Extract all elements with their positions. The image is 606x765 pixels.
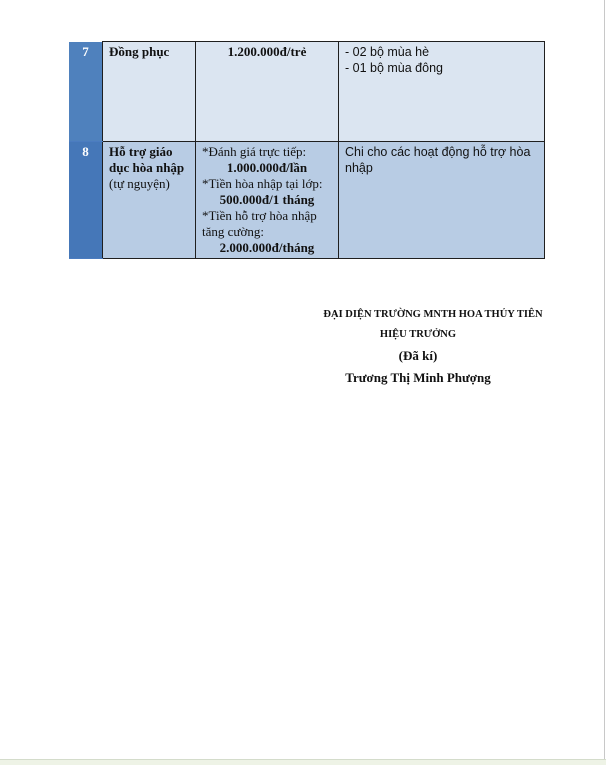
signatory-name: Trương Thị Minh Phượng — [345, 370, 491, 385]
page-bottom-strip — [0, 759, 606, 765]
note-line: - 01 bộ mùa đông — [345, 61, 443, 75]
amount-label: *Đánh giá trực tiếp: — [202, 144, 307, 159]
note-line: - 02 bộ mùa hè — [345, 45, 430, 59]
fee-table — [69, 41, 545, 259]
note-cell — [339, 42, 545, 142]
amount-value: 1.200.000đ/trẻ — [227, 44, 307, 59]
amount-value: 2.000.000đ/tháng — [219, 240, 315, 255]
item-name-cell — [103, 42, 196, 142]
amount-value: 1.000.000đ/lần — [226, 160, 308, 175]
amount-label: *Tiền hỗ trợ hòa nhập tăng cường: — [202, 208, 317, 239]
note-text: Chi cho các hoạt động hỗ trợ hòa nhập — [345, 145, 531, 175]
signature-organization: ĐẠI DIỆN TRƯỜNG MNTH HOA THỦY TIÊN — [323, 309, 543, 320]
row-number: 7 — [69, 42, 103, 142]
item-name-cell — [103, 142, 196, 259]
amount-value: 500.000đ/1 tháng — [219, 192, 315, 207]
amount-label: *Tiền hòa nhập tại lớp: — [202, 176, 323, 191]
item-name: Đồng phục — [109, 44, 170, 59]
signature-signed: (Đã kí) — [398, 348, 438, 363]
table-row — [69, 142, 545, 259]
note-cell — [339, 142, 545, 259]
table-row — [69, 42, 545, 142]
row-number: 8 — [69, 142, 103, 259]
item-name: Hỗ trợ giáo dục hòa nhập — [109, 144, 185, 175]
signature-block — [300, 308, 566, 386]
amount-cell — [196, 42, 339, 142]
signature-title: HIỆU TRƯỞNG — [379, 329, 457, 340]
item-name-note: (tự nguyện) — [109, 176, 170, 191]
page-edge — [604, 0, 605, 760]
amount-cell — [196, 142, 339, 259]
